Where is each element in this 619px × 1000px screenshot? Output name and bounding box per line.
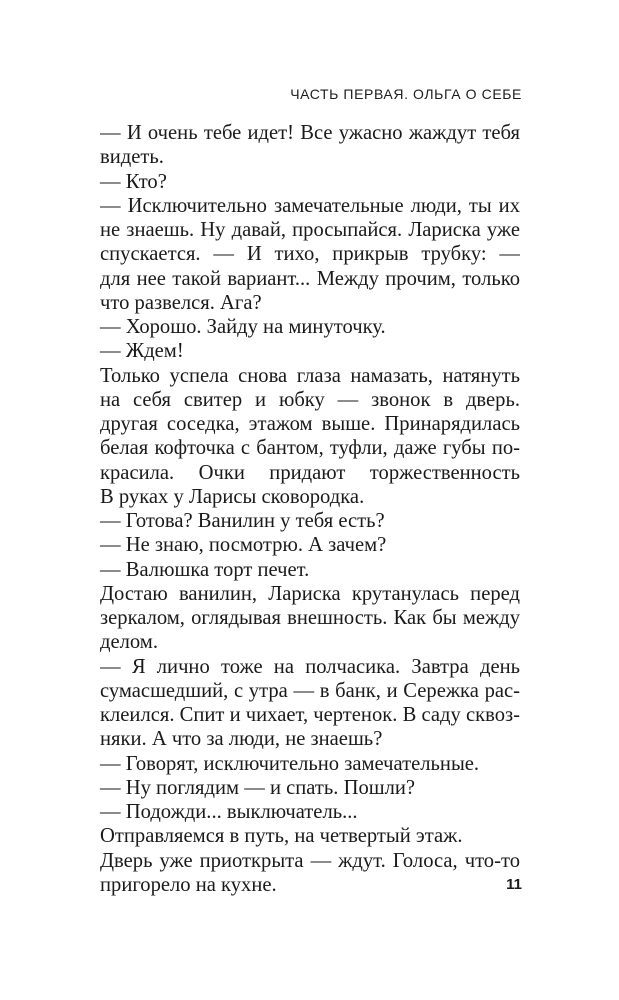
- text-line: для нее такой вариант... Между прочим, только: [100, 267, 520, 290]
- body-text: [100, 121, 520, 897]
- text-line: спускается. — И тихо, прикрыв трубку: —: [100, 243, 520, 266]
- text-line: — Говорят, исключительно замечательные.: [100, 752, 480, 775]
- text-line: — Кто?: [100, 170, 167, 193]
- text-line: — И очень тебе идет! Все ужасно жаждут тебя: [100, 122, 520, 144]
- text-line: зеркалом, оглядывая внешность. Как бы между: [100, 607, 520, 629]
- text-line: Дверь уже приоткрыта — ждут. Голоса, что-то: [100, 849, 520, 872]
- text-line: другая соседка, этажом выше. Принарядилась: [100, 413, 520, 435]
- text-line: клеился. Спит и чихает, чертенок. В саду сквоз-: [100, 704, 520, 726]
- text-line: делом.: [100, 631, 158, 654]
- text-line: белая кофточка с бантом, туфли, даже губы по-: [100, 437, 520, 460]
- text-line: В руках у Ларисы сковородка.: [100, 485, 365, 508]
- text-line: сумасшедший, с утра — в банк, и Сережка рас-: [100, 679, 520, 702]
- text-line: Отправляемся в путь, на четвертый этаж.: [100, 825, 463, 848]
- text-line: видеть.: [100, 146, 164, 169]
- text-line: пригорело на кухне.: [100, 873, 277, 896]
- text-line: — Не знаю, посмотрю. А зачем?: [100, 534, 387, 557]
- text-line: — Валюшка торт печет.: [100, 558, 310, 581]
- running-head: ЧАСТЬ ПЕРВАЯ. ОЛЬГА О СЕБЕ: [290, 86, 522, 102]
- text-line: — Подожди... выключатель...: [100, 801, 358, 823]
- text-line: Достаю ванилин, Лариска крутанулась перед: [100, 582, 520, 605]
- text-line: Только успела снова глаза намазать, натянуть: [100, 364, 520, 387]
- text-line: на себя свитер и юбку — звонок в дверь.: [100, 388, 520, 411]
- text-line: что развелся. Ага?: [100, 291, 262, 314]
- page-number: 11: [506, 876, 522, 893]
- text-line: — Я лично тоже на полчасика. Завтра день: [100, 655, 520, 678]
- text-line: — Готова? Ванилин у тебя есть?: [100, 510, 385, 532]
- text-line: — Ждем!: [100, 340, 184, 363]
- text-line: — Хорошо. Зайду на минуточку.: [100, 316, 386, 338]
- text-line: красила. Очки придают торжественность: [100, 461, 520, 484]
- text-line: не знаешь. Ну давай, просыпайся. Лариска уже: [100, 219, 520, 241]
- text-line: няки. А что за люди, не знаешь?: [100, 728, 383, 751]
- text-line: — Исключительно замечательные люди, ты их: [100, 194, 520, 217]
- text-line: — Ну поглядим — и спать. Пошли?: [100, 776, 416, 799]
